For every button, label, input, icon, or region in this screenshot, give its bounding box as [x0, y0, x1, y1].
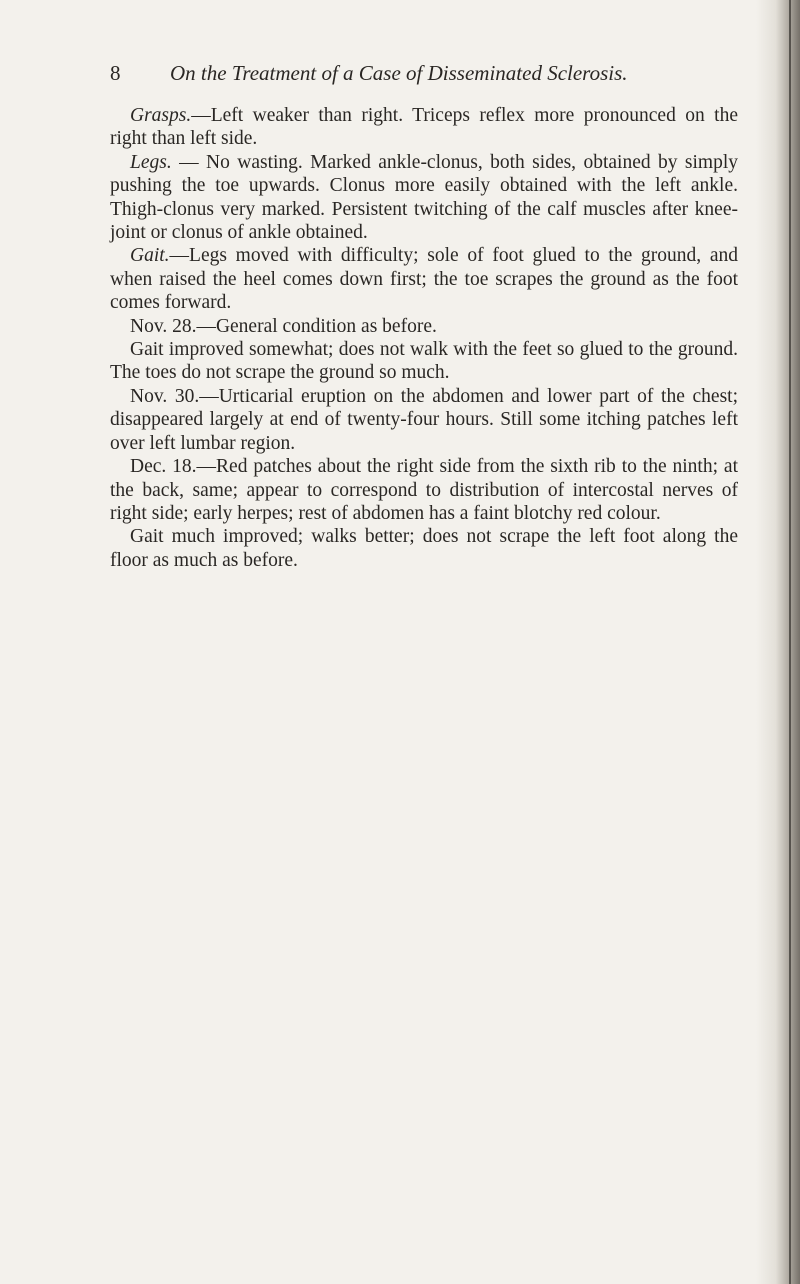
paragraph-text: Nov. 28.—General condition as before. — [130, 315, 437, 337]
page-number: 8 — [110, 61, 121, 85]
paragraph-lead: Legs. — [130, 151, 172, 173]
paragraph-dec-18 — [110, 455, 738, 525]
running-title: On the Treatment of a Case of Disseminated Sclerosis. — [170, 61, 628, 85]
paragraph-lead: Gait. — [130, 245, 170, 267]
paragraph-legs — [110, 151, 738, 245]
paragraph-nov-30 — [110, 385, 738, 455]
paragraph-text: — No wasting. Marked ankle-clonus, both sides, obtained by simply pushing the toe upwards. Clonus more easily obtained with the left ankle. Thigh-clonus very marked. Persistent twitching of the calf muscles after knee-joint or clonus of ankle obtained. — [110, 151, 738, 244]
paragraph-text: Gait improved somewhat; does not walk with the feet so glued to the ground. The toes do not scrape the ground so much. — [110, 339, 738, 384]
paragraph-text: Dec. 18.—Red patches about the right side from the sixth rib to the ninth; at the back, same; appear to correspond to distribution of intercostal nerves of right side; early herpes; rest of abdomen has a faint blotchy red colour. — [110, 456, 738, 524]
paragraph-lead: Grasps. — [130, 105, 192, 126]
paragraph-gait-improved — [110, 338, 738, 385]
page-edge-line — [789, 0, 791, 1284]
paragraph-text: Gait much improved; walks better; does not scrape the left foot along the floor as much as before. — [110, 526, 738, 571]
body-text — [110, 104, 738, 572]
paragraph-gait — [110, 244, 738, 314]
paragraph-grasps — [110, 104, 738, 151]
page-edge-shadow — [756, 0, 800, 1284]
paragraph-gait-much-improved — [110, 525, 738, 572]
paragraph-text: Nov. 30.—Urticarial eruption on the abdomen and lower part of the chest; disappeared largely at end of twenty-four hours. Still some itching patches left over left lumbar region. — [110, 385, 738, 454]
paragraph-nov-28 — [110, 315, 738, 338]
paragraph-text: —Legs moved with difficulty; sole of foot glued to the ground, and when raised the heel comes down first; the toe scrapes the ground as the foot comes forward. — [110, 245, 738, 314]
paragraph-text: —Left weaker than right. Triceps reflex more pronounced on the right than left side. — [110, 105, 738, 150]
